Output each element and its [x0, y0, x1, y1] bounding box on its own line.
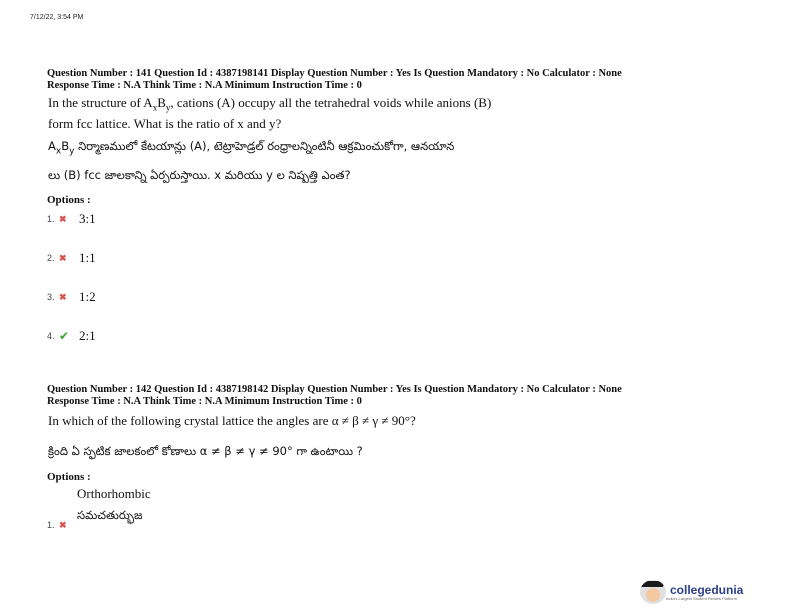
question-meta-line-2: Response Time : N.A Think Time : N.A Minimum Instruction Time : 0 [47, 80, 362, 91]
option-value-telugu: సమచతుర్భుజ [77, 508, 143, 522]
option-3 [47, 289, 96, 305]
option-number: 3. [47, 292, 55, 302]
option-1 [47, 211, 96, 227]
option-1 [47, 517, 75, 533]
collegedunia-logo [640, 580, 743, 604]
option-number: 1. [47, 214, 55, 224]
options-label: Options : [47, 471, 91, 483]
question-text-telugu-line-2: లు (B) fcc జాలకాన్ని ఏర్పరుస్తాయి. x మరియు y ల నిష్పత్తి ఎంత? [48, 168, 351, 182]
print-timestamp: 7/12/22, 3:54 PM [30, 14, 84, 21]
cross-icon: ✖ [59, 252, 67, 263]
option-value: 1:2 [79, 289, 96, 304]
cross-icon: ✖ [59, 213, 67, 224]
option-value: 2:1 [79, 328, 96, 343]
question-meta-line-2: Response Time : N.A Think Time : N.A Minimum Instruction Time : 0 [47, 396, 362, 407]
option-value: 1:1 [79, 250, 96, 265]
option-value-english: Orthorhombic [77, 486, 151, 501]
options-label: Options : [47, 194, 91, 206]
option-2 [47, 250, 96, 266]
question-text-english-line-2: form fcc lattice. What is the ratio of x and y? [48, 116, 282, 131]
cross-icon: ✖ [59, 519, 67, 530]
option-number: 2. [47, 253, 55, 263]
cross-icon: ✖ [59, 291, 67, 302]
question-text-english: In the structure of $A_xB_y$, cations (A) occupy all the tetrahedral voids while anions (B) [48, 95, 492, 113]
question-text-telugu: $A_xB_y$ నిర్మాణములో కేటయాన్లు (A), టెట్రాహెడ్రల్ రంధ్రాలన్నింటినీ ఆక్రమించుకోగా, ఆనయాన [48, 139, 455, 157]
check-icon: ✔ [59, 328, 70, 343]
question-text-english: In which of the following crystal lattice the angles are α ≠ β ≠ γ ≠ 90°? [48, 413, 416, 428]
option-4 [47, 328, 96, 344]
question-text-telugu: క్రింది ఏ స్ఫటిక జాలకంలో కోణాలు α ≠ β ≠ γ ≠ 90° గా ఉంటాయి ? [48, 444, 363, 458]
logo-wordmark: collegedunia [670, 582, 744, 597]
option-number: 4. [47, 331, 55, 341]
question-meta-line: Question Number : 142 Question Id : 4387198142 Display Question Number : Yes Is Question Mandatory : No Calculator : None [47, 384, 622, 395]
mascot-icon [640, 580, 666, 604]
option-number: 1. [47, 520, 55, 530]
logo-tagline: India's Largest Student Review Platform [666, 595, 738, 601]
option-value: 3:1 [79, 211, 96, 226]
question-meta-line: Question Number : 141 Question Id : 4387198141 Display Question Number : Yes Is Question Mandatory : No Calculator : None [47, 68, 622, 79]
